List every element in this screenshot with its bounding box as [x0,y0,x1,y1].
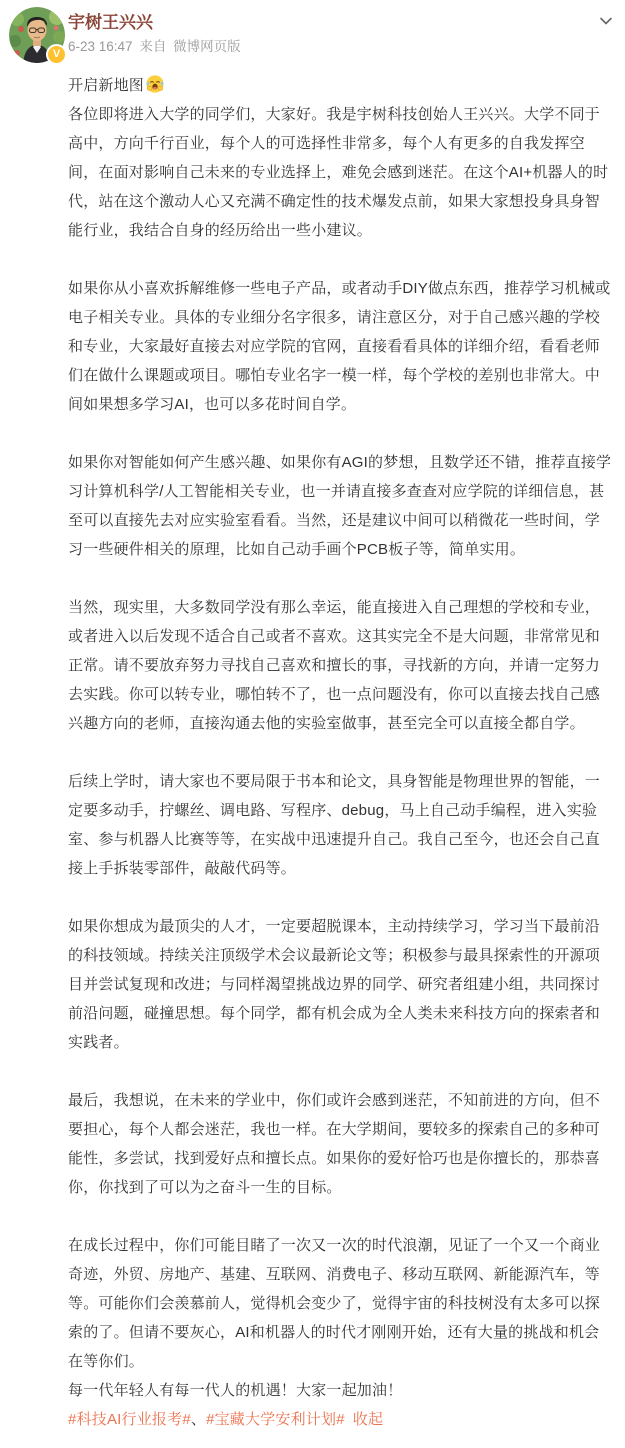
post-meta [68,38,615,56]
post-header [68,8,615,65]
post-paragraph: 如果你对智能如何产生感兴趣、如果你有AGI的梦想，且数学还不错，推荐直接学习计算机科学/人工智能相关专业，也一并请直接多查查对应学院的详细信息，甚至可以直接先去对应实验室看看。当然，还是建议中间可以稍微花一些时间，学习一些硬件相关的原理，比如自己动手画个PCB板子等，简单实用。 [68,454,612,558]
source-app[interactable]: 微博网页版 [173,39,241,54]
vip-v-badge: V [46,44,67,65]
source-prefix: 来自 [139,39,167,54]
post-paragraph: 最后，我想说，在未来的学业中，你们或许会感到迷茫，不知前进的方向，但不要担心，每个人都会迷茫，我也一样。在大学期间，要较多的探索自己的多种可能性，多尝试，找到爱好点和擅长点。如果你的爱好恰巧也是你擅长的，那恭喜你，你找到了可以为之奋斗一生的目标。 [68,1092,601,1196]
post-body [68,71,615,1434]
post-paragraph: 后续上学时，请大家也不要局限于书本和论文，具身智能是物理世界的智能，一定要多动手，拧螺丝、调电路、写程序、debug，马上自己动手编程，进入实验室、参与机器人比赛等等，在实战中迅速提升自己。我自己至今，也还会自己直接上手拆装零部件，敲敲代码等。 [68,773,601,877]
post-closing-line: 每一代年轻人有每一代人的机遇！大家一起加油！ [68,1382,403,1399]
hashtag-link[interactable]: #科技AI行业报考# [68,1411,191,1428]
hashtag-link[interactable]: #宝藏大学安利计划# [206,1411,345,1428]
hashtag-separator: 、 [190,1411,207,1428]
post-paragraph: 如果你想成为最顶尖的人才，一定要超脱课本，主动持续学习，学习当下最前沿的科技领域。持续关注顶级学术会议最新论文等；积极参与最具探索性的开源项目并尝试复现和改进；与同样渴望挑战边界的同学、研究者组建小组，共同探讨前沿问题，碰撞思想。每个同学，都有机会成为全人类未来科技方向的探索者和实践者。 [68,918,601,1051]
crying-emoji-icon [145,74,165,94]
chevron-down-icon[interactable] [597,12,615,30]
collapse-link[interactable]: 收起 [352,1411,384,1428]
opening-text: 开启新地图 [68,77,145,94]
post-paragraph: 当然，现实里，大多数同学没有那么幸运，能直接进入自己理想的学校和专业，或者进入以后发现不适合自己或者不喜欢。这其实完全不是大问题，非常常见和正常。请不要放弃努力寻找自己喜欢和擅长的事，寻找新的方向，并请一定努力去实践。你可以转专业，哪怕转不了，也一点问题没有，你可以直接去找自己感兴趣方向的老师，直接沟通去他的实验室做事，甚至完全可以直接全都自学。 [68,599,601,732]
timestamp[interactable]: 6-23 16:47 [68,39,133,54]
post-paragraph: 在成长过程中，你们可能目睹了一次又一次的时代浪潮，见证了一个又一个商业奇迹，外贸、房地产、基建、互联网、消费电子、移动互联网、新能源汽车，等等。可能你们会羡慕前人，觉得机会变少了，觉得宇宙的科技树没有太多可以探索的了。但请不要灰心，AI和机器人的时代才刚刚开始，还有大量的挑战和机会在等你们。 [68,1237,601,1370]
avatar[interactable] [9,7,65,63]
post-paragraph: 各位即将进入大学的同学们，大家好。我是宇树科技创始人王兴兴。大学不同于高中，方向千行百业，每个人的可选择性非常多，每个人有更多的自我发挥空间，在面对影响自己未来的专业选择上，难免会感到迷茫。在这个AI+机器人的时代，站在这个激动人心又充满不确定性的技术爆发点前，如果大家想投身具身智能行业，我结合自身的经历给出一些小建议。 [68,106,609,239]
post-paragraph: 如果你从小喜欢拆解维修一些电子产品，或者动手DIY做点东西，推荐学习机械或电子相关专业。具体的专业细分名字很多，请注意区分，对于自己感兴趣的学校和专业，大家最好直接去对应学院的官网，直接看看具体的详细介绍，看看老师们在做什么课题或项目。哪怕专业名字一模一样，每个学校的差别也非常大。中间如果想多学习AI，也可以多花时间自学。 [68,280,611,413]
username[interactable]: 宇树王兴兴 [68,13,153,32]
post-opening-line [68,71,613,100]
hashtag-line [68,1405,613,1434]
